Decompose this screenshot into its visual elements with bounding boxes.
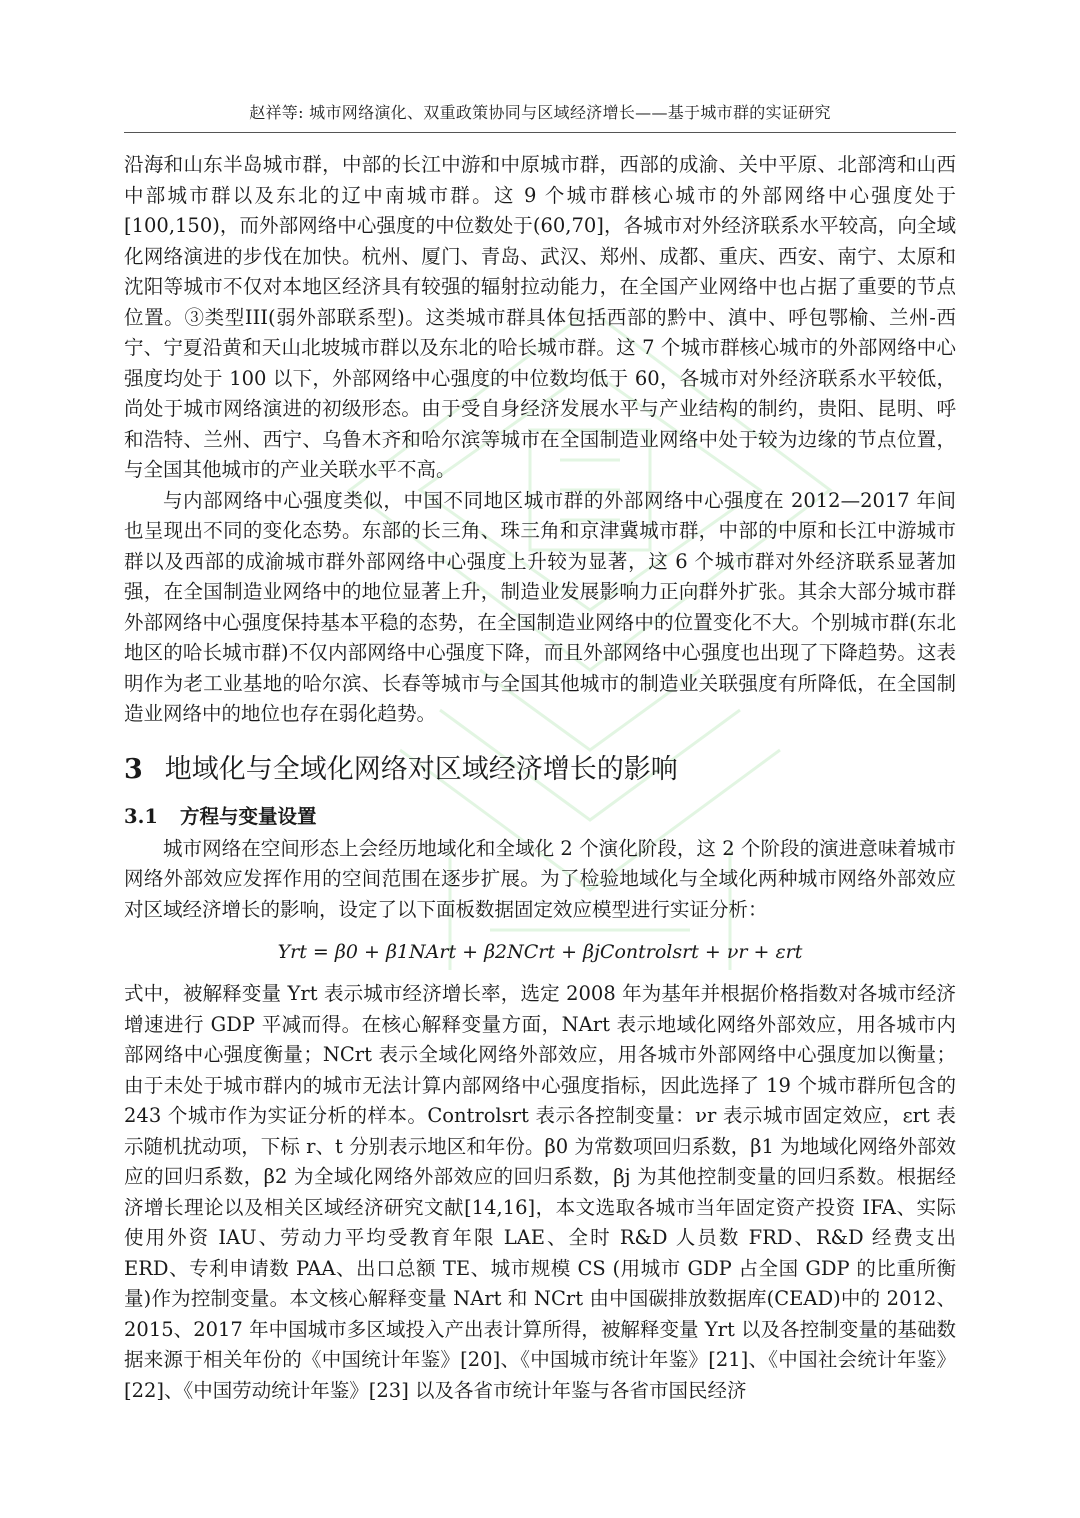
subsection-title: 方程与变量设置 — [179, 804, 317, 828]
paragraph-external-network-change: 与内部网络中心强度类似，中国不同地区城市群的外部网络中心强度在 2012—2017 年间也呈现出不同的变化态势。东部的长三角、珠三角和京津冀城市群，中部的中原和长江中游城市群以及西部的成渝城市群外部网络中心强度上升较为显著，这 6 个城市群对外经济联系显著加强，在全国制造业网络中的地位显著上升，制造业发展影响力正向群外扩张。其余大部分城市群外部网络中心强度保持基本平稳的态势，在全国制造业网络中的位置变化不大。个别城市群(东北地区的哈长城市群)不仅内部网络中心强度下降，而且外部网络中心强度也出现了下降趋势。这表明作为老工业基地的哈尔滨、长春等城市与全国其他城市的制造业关联强度有所降低，在全国制造业网络中的地位也存在弱化趋势。 — [124, 488, 956, 725]
running-header: 赵祥等: 城市网络演化、双重政策协同与区域经济增长——基于城市群的实证研究 — [249, 103, 831, 122]
subsection-heading — [124, 802, 956, 832]
article-body — [124, 150, 956, 1406]
header-rule — [124, 132, 956, 133]
section-title: 地域化与全域化网络对区域经济增长的影响 — [164, 753, 678, 785]
paragraph-model-intro: 城市网络在空间形态上会经历地域化和全域化 2 个演化阶段，这 2 个阶段的演进意味着城市网络外部效应发挥作用的空间范围在逐步扩展。为了检验地域化与全域化两种城市网络外部效应对区域经济增长的影响，设定了以下面板数据固定效应模型进行实证分析： — [124, 836, 956, 921]
section-heading — [124, 752, 956, 788]
section-number: 3 — [124, 753, 143, 785]
paragraph-variable-definitions: 式中，被解释变量 Yrt 表示城市经济增长率，选定 2008 年为基年并根据价格指数对各城市经济增速进行 GDP 平减而得。在核心解释变量方面，NArt 表示地域化网络外部效应，用各城市内部网络中心强度衡量；NCrt 表示全域化网络外部效应，用各城市外部网络中心强度加以衡量；由于未处于城市群内的城市无法计算内部网络中心强度指标，因此选择了 19 个城市群所包含的 243 个城市作为实证分析的样本。Controlsrt 表示各控制变量：νr 表示城市固定效应，εrt 表示随机扰动项，下标 r、t 分别表示地区和年份。β0 为常数项回归系数，β1 为地域化网络外部效应的回归系数，β2 为全域化网络外部效应的回归系数，βj 为其他控制变量的回归系数。根据经济增长理论以及相关区域经济研究文献[14,16]，本文选取各城市当年固定资产投资 IFA、实际使用外资 IAU、劳动力平均受教育年限 LAE、全时 R&D 人员数 FRD、R&D 经费支出 ERD、专利申请数 PAA、出口总额 TE、城市规模 CS (用城市 GDP 占全国 GDP 的比重所衡量)作为控制变量。本文核心解释变量 NArt 和 NCrt 由中国碳排放数据库(CEAD)中的 2012、2015、2017 年中国城市多区域投入产出表计算所得，被解释变量 Yrt 以及各控制变量的基础数据来源于相关年份的《中国统计年鉴》[20]、《中国城市统计年鉴》[21]、《中国社会统计年鉴》[22]、《中国劳动统计年鉴》[23] 以及各省市统计年鉴与各省市国民经济 — [124, 982, 956, 1402]
paragraph-city-cluster-types: 沿海和山东半岛城市群，中部的长江中游和中原城市群，西部的成渝、关中平原、北部湾和山西中部城市群以及东北的辽中南城市群。这 9 个城市群核心城市的外部网络中心强度处于 [100,150)，而外部网络中心强度的中位数处于(60,70]，各城市对外经济联系水平较高，向全域化网络演进的步伐在加快。杭州、厦门、青岛、武汉、郑州、成都、重庆、西安、南宁、太原和沈阳等城市不仅对本地区经济具有较强的辐射拉动能力，在全国产业网络中也占据了重要的节点位置。③类型III(弱外部联系型)。这类城市群具体包括西部的黔中、滇中、呼包鄂榆、兰州-西宁、宁夏沿黄和天山北坡城市群以及东北的哈长城市群。这 7 个城市群核心城市的外部网络中心强度均处于 100 以下，外部网络中心强度的中位数均低于 60，各城市对外经济联系水平较低，尚处于城市网络演进的初级形态。由于受自身经济发展水平与产业结构的制约，贵阳、昆明、呼和浩特、兰州、西宁、乌鲁木齐和哈尔滨等城市在全国制造业网络中处于较为边缘的节点位置，与全国其他城市的产业关联水平不高。 — [124, 153, 956, 481]
subsection-number: 3.1 — [124, 804, 158, 828]
regression-equation: Yrt = β0 + β1NArt + β2NCrt + βjControlsrt + νr + εrt — [277, 941, 803, 963]
